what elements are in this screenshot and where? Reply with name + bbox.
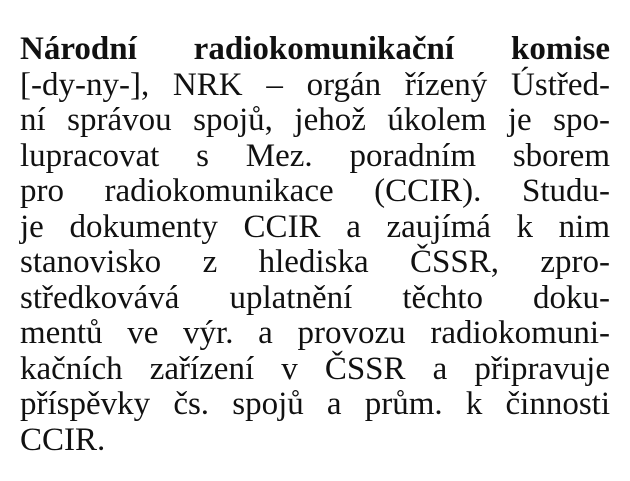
entry-line-5: pro radiokomunikace (CCIR). Studu-: [20, 173, 610, 209]
entry-line-10: kačních zařízení v ČSSR a připravuje: [20, 350, 610, 387]
entry-line-2: [-dy-ny-], NRK – orgán řízený Ústřed-: [20, 66, 610, 103]
dictionary-entry: [20, 32, 610, 458]
entry-line-6: je dokumenty CCIR a zaujímá k nim: [20, 208, 610, 245]
entry-line-4: lupracovat s Mez. poradním sborem: [20, 137, 610, 174]
entry-line-3: ní správou spojů, jehož úkolem je spo-: [20, 102, 610, 138]
entry-line-12: CCIR.: [20, 421, 106, 458]
entry-line-8: středkovává uplatnění těchto doku-: [20, 279, 610, 316]
entry-line-11: příspěvky čs. spojů a prům. k činnosti: [20, 386, 610, 422]
entry-line-1: [20, 32, 610, 68]
entry-line-9: mentů ve výr. a provozu radiokomuni-: [20, 315, 610, 351]
entry-headword: Národní radiokomunikační komise: [20, 31, 610, 67]
entry-line-7: stanovisko z hlediska ČSSR, zpro-: [20, 244, 610, 280]
